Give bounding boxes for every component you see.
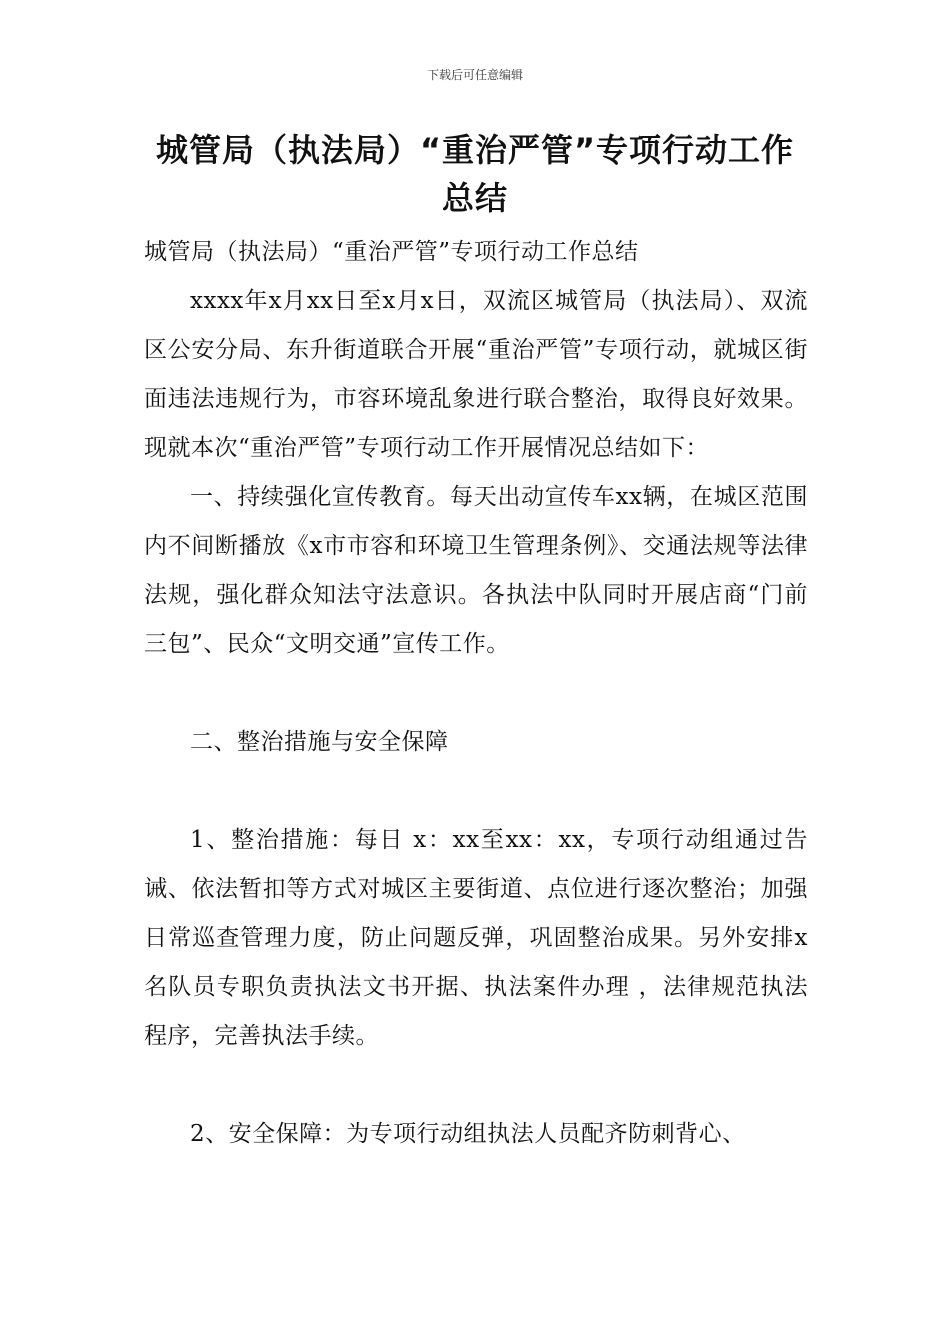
document-body	[144, 228, 808, 1159]
paragraph-subtitle: 城管局（执法局）“重治严管”专项行动工作总结	[144, 239, 639, 265]
paragraph-section-1: 一、持续强化宣传教育。每天出动宣传车xx辆，在城区范围内不间断播放《x市市容和环境卫生管理条例》、交通法规等法律法规，强化群众知法守法意识。各执法中队同时开展店商“门前三包”、民众“文明交通”宣传工作。	[144, 484, 808, 657]
paragraph-safety: 2、安全保障：为专项行动组执法人员配齐防刺背心、	[190, 1121, 746, 1147]
paragraph-measures: 1、整治措施：每日 x：xx至xx：xx，专项行动组通过告诫、依法暂扣等方式对城区主要街道、点位进行逐次整治；加强日常巡查管理力度，防止问题反弹，巩固整治成果。另外安排x名队员专职负责执法文书开据、执法案件办理 ，法律规范执法程序，完善执法手续。	[144, 827, 808, 1049]
paragraph-section-2-heading: 二、整治措施与安全保障	[190, 729, 449, 755]
header-note: 下载后可任意编辑	[426, 68, 523, 82]
document-title: 城管局（执法局）“重治严管”专项行动工作总结	[155, 131, 795, 217]
paragraph-intro: xxxx年x月xx日至x月x日，双流区城管局（执法局）、双流区公安分局、东升街道联合开展“重治严管”专项行动，就城区街面违法违规行为，市容环境乱象进行联合整治，取得良好效果。现就本次“重治严管”专项行动工作开展情况总结如下：	[144, 288, 808, 461]
